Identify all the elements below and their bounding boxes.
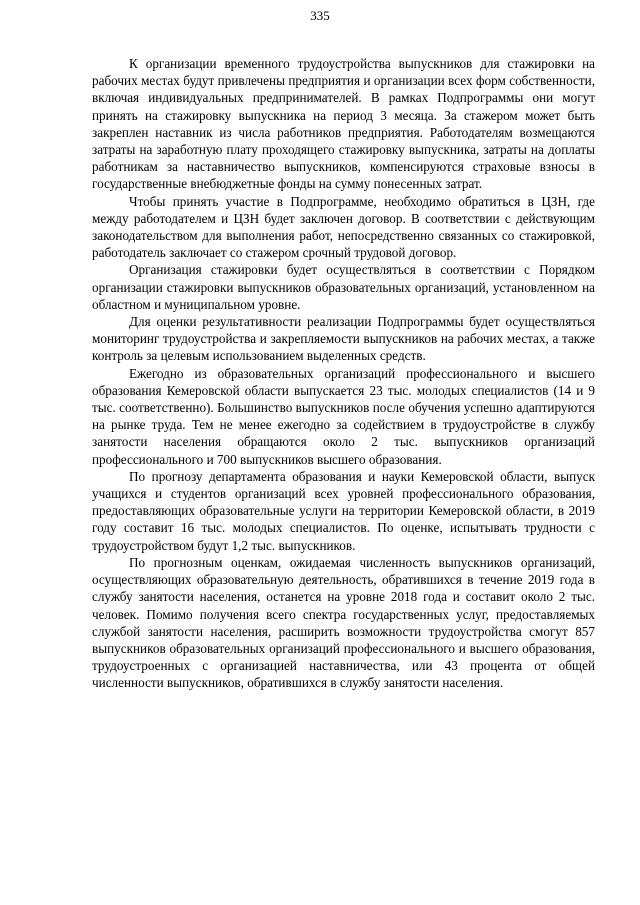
page-number: 335 — [310, 8, 330, 23]
paragraph-internship-organization: К организации временного трудоустройства выпускников для стажировки на рабочих местах будут привлечены предприятия и организации всех форм собственности, включая индивидуальных предпринимателей. В рамках Подпрограммы они могут принять на стажировку выпускника на период 3 месяца. За стажером может быть закреплен наставник из числа работников предприятия. Работодателям возмещаются затраты на заработную плату проходящего стажировку выпускника, затраты на доплаты работникам за наставничество выпускников, компенсируются страховые взносы в государственные внебюджетные фонды на сумму понесенных затрат. — [92, 56, 595, 192]
paragraph-annual-graduates: Ежегодно из образовательных организаций профессионального и высшего образования Кемеровской области выпускается 23 тыс. молодых специалистов (14 и 9 тыс. соответственно). Большинство выпускников после обучения успешно адаптируются на рынке труда. Тем не менее ежегодно за содействием в трудоустройстве в службу занятости населения обращаются около 2 тыс. выпускников организаций профессионального и 700 выпускников высшего образования. — [92, 365, 595, 467]
body-text — [92, 55, 595, 692]
paragraph-effectiveness-evaluation: Для оценки результативности реализации Подпрограммы будет осуществляться мониторинг трудоустройства и закрепляемости выпускников на рабочих местах, а также контроль за целевым использованием выделенных средств. — [92, 314, 595, 364]
paragraph-expected-numbers: По прогнозным оценкам, ожидаемая численность выпускников организаций, осуществляющих образовательную деятельность, обратившихся в течение 2019 года в службу занятости населения, останется на уровне 2018 года и составит около 2 тыс. человек. Помимо получения всего спектра государственных услуг, предоставляемых службой занятости населения, расширить возможности трудоустройства смогут 857 выпускников образовательных организаций профессионального и высшего образования, трудоустроенных с организацией наставничества, или 43 процента от общей численности выпускников, обратившихся в службу занятости населения. — [92, 554, 595, 691]
paragraph-internship-procedure: Организация стажировки будет осуществляться в соответствии с Порядком организации стажировки выпускников образовательных организаций, установленном на областном и муниципальном уровне. — [92, 262, 595, 312]
paragraph-education-forecast: По прогнозу департамента образования и науки Кемеровской области, выпуск учащихся и студентов организаций всех уровней профессионального образования, предоставляющих образовательные услуги на территории Кемеровской области, в 2019 году составит 16 тыс. молодых специалистов. По оценке, испытывать трудности с трудоустройством будут 1,2 тыс. выпускников. — [92, 468, 595, 553]
paragraph-participation: Чтобы принять участие в Подпрограмме, необходимо обратиться в ЦЗН, где между работодателем и ЦЗН будет заключен договор. В соответствии с действующим законодательством для выполнения работ, непосредственно связанных со стажировкой, работодатель заключает со стажером срочный трудовой договор. — [92, 193, 595, 261]
